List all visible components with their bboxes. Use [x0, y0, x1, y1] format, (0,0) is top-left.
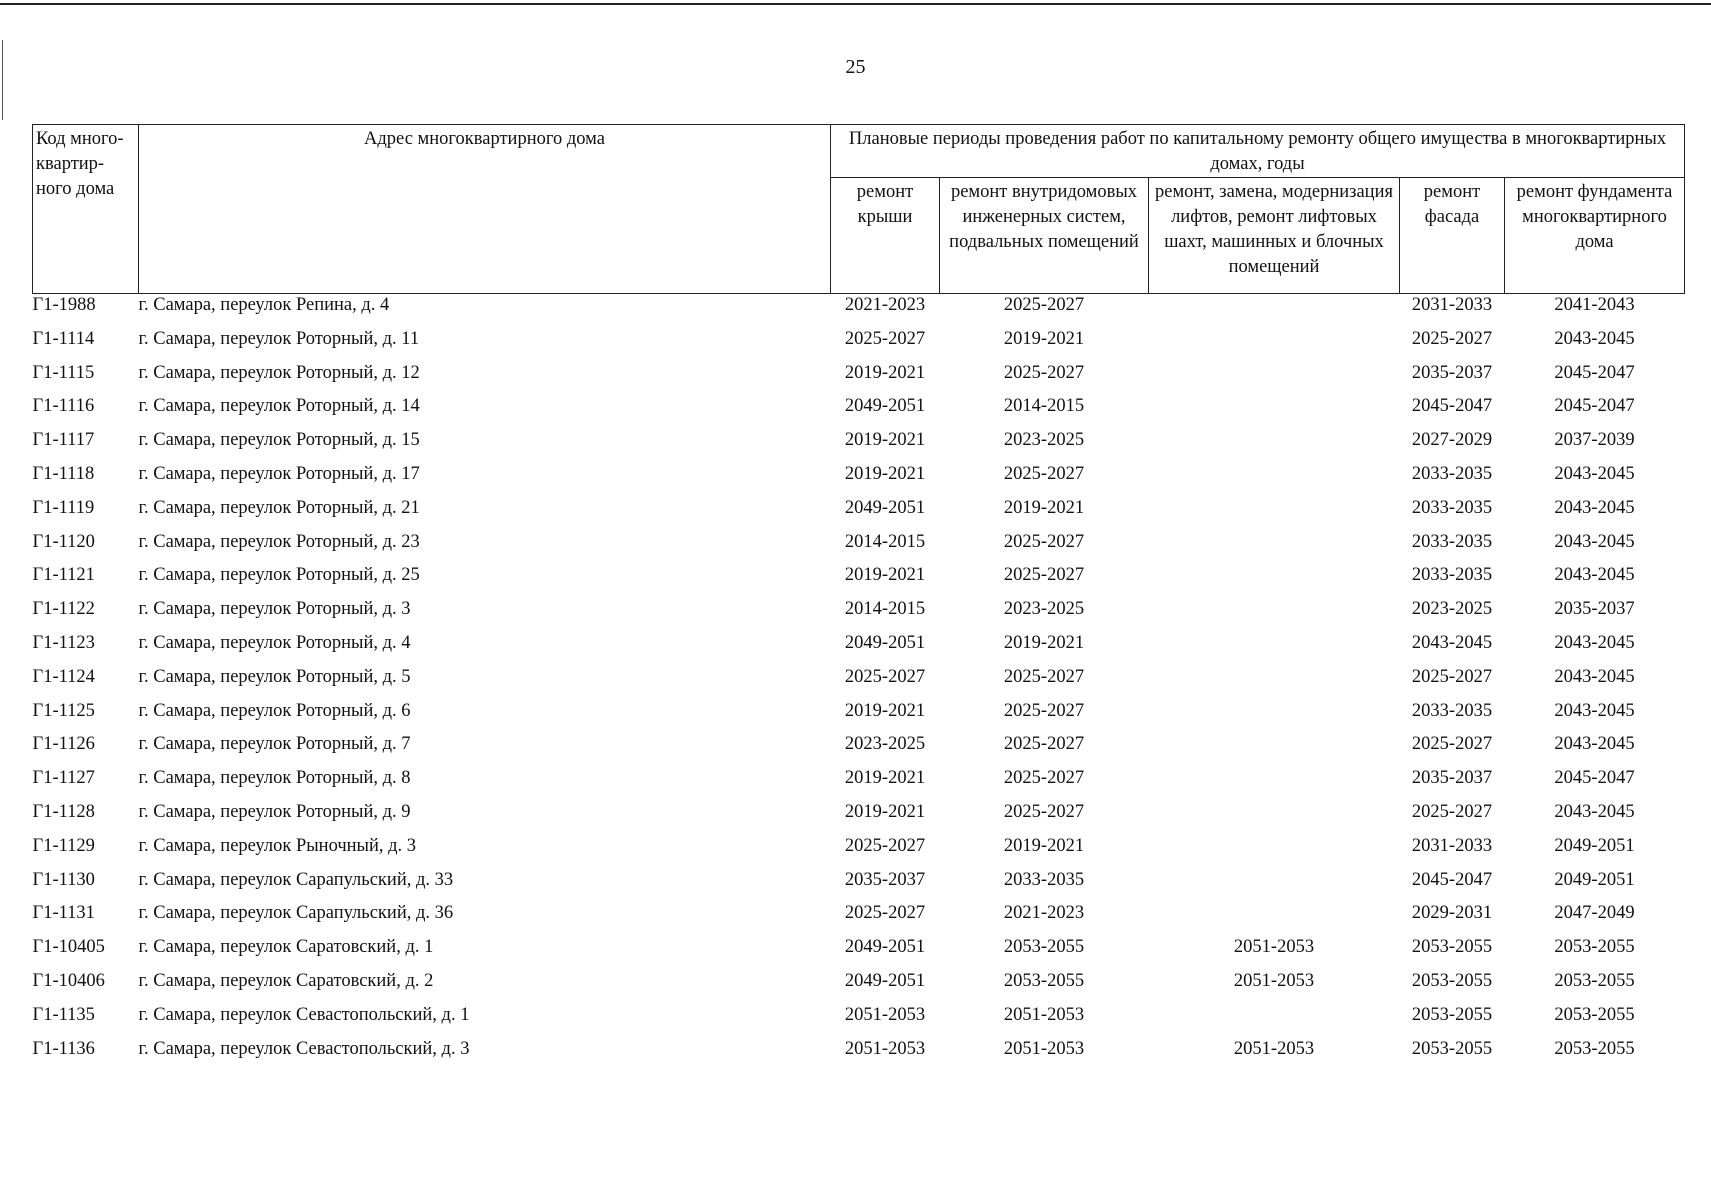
cell-address: г. Самара, переулок Роторный, д. 23	[138, 531, 420, 552]
cell-code: Г1-1118	[32, 463, 95, 484]
cell-facade: 2031-2033	[1411, 295, 1493, 315]
cell-engineering: 2019-2021	[1003, 497, 1085, 518]
cell-engineering: 2025-2027	[1003, 768, 1085, 789]
cell-lifts	[1149, 598, 1400, 632]
cell-address: г. Самара, переулок Репина, д. 4	[138, 295, 390, 315]
cell-address: г. Самара, переулок Саратовский, д. 2	[138, 970, 434, 991]
cell-foundation: 2049-2051	[1554, 869, 1635, 890]
table-row	[33, 531, 1685, 565]
cell-roof: 2049-2051	[844, 937, 926, 958]
cell-foundation: 2049-2051	[1554, 835, 1635, 856]
cell-address: г. Самара, переулок Роторный, д. 8	[138, 768, 411, 789]
cell-facade: 2025-2027	[1411, 328, 1493, 349]
cell-facade: 2033-2035	[1411, 531, 1493, 552]
table-row	[33, 970, 1685, 1004]
table-row	[33, 733, 1685, 767]
cell-engineering: 2023-2025	[1003, 430, 1085, 451]
cell-code: Г1-1117	[32, 430, 95, 451]
cell-facade: 2025-2027	[1411, 734, 1493, 755]
cell-code: Г1-1128	[32, 801, 95, 822]
table-row	[33, 598, 1685, 632]
cell-facade: 2033-2035	[1411, 565, 1493, 586]
cell-roof: 2019-2021	[844, 463, 926, 484]
cell-address: г. Самара, переулок Роторный, д. 4	[138, 632, 411, 653]
cell-code: Г1-1115	[32, 362, 95, 383]
cell-roof: 2021-2023	[844, 295, 926, 315]
cell-address: г. Самара, переулок Сарапульский, д. 33	[138, 869, 454, 890]
cell-engineering: 2025-2027	[1003, 801, 1085, 822]
cell-lifts	[1149, 328, 1400, 362]
table-row	[33, 1038, 1685, 1072]
cell-foundation: 2043-2045	[1554, 328, 1635, 349]
cell-code: Г1-1124	[32, 666, 95, 687]
cell-code: Г1-1126	[32, 734, 95, 755]
cell-engineering: 2025-2027	[1003, 531, 1085, 552]
cell-address: г. Самара, переулок Севастопольский, д. 3	[138, 1038, 470, 1059]
cell-lifts: 2051-2053	[1233, 937, 1315, 958]
cell-foundation: 2035-2037	[1554, 599, 1635, 620]
cell-roof: 2051-2053	[844, 1004, 926, 1025]
cell-lifts	[1149, 1004, 1400, 1038]
cell-address: г. Самара, переулок Роторный, д. 5	[138, 666, 411, 687]
cell-code: Г1-1121	[32, 565, 95, 586]
cell-facade: 2053-2055	[1411, 937, 1493, 958]
cell-code: Г1-1114	[32, 328, 95, 349]
cell-foundation: 2047-2049	[1554, 903, 1635, 924]
cell-foundation: 2037-2039	[1554, 430, 1635, 451]
cell-roof: 2049-2051	[844, 970, 926, 991]
cell-lifts	[1149, 666, 1400, 700]
top-border-line	[0, 3, 1711, 5]
cell-foundation: 2043-2045	[1554, 801, 1635, 822]
table-row	[33, 902, 1685, 936]
cell-facade: 2053-2055	[1411, 1004, 1493, 1025]
cell-code: Г1-1122	[32, 599, 95, 620]
cell-roof: 2025-2027	[844, 903, 926, 924]
table-row	[33, 395, 1685, 429]
table-body	[33, 294, 1685, 1072]
table-row	[33, 1004, 1685, 1038]
header-address: Адрес многоквартирного дома	[139, 125, 831, 294]
header-engineering: ремонт внутридомовых инженерных систем, подвальных помещений	[940, 178, 1149, 294]
cell-engineering: 2025-2027	[1003, 295, 1085, 315]
cell-engineering: 2014-2015	[1003, 396, 1085, 417]
cell-lifts	[1149, 835, 1400, 869]
header-foundation: ремонт фундамента многоквартирного дома	[1505, 178, 1685, 294]
header-code: Код много-квартир-ного дома	[33, 125, 139, 294]
cell-roof: 2049-2051	[844, 632, 926, 653]
cell-address: г. Самара, переулок Саратовский, д. 1	[138, 937, 434, 958]
cell-roof: 2019-2021	[844, 362, 926, 383]
cell-roof: 2014-2015	[844, 531, 926, 552]
cell-address: г. Самара, переулок Роторный, д. 14	[138, 396, 420, 417]
cell-engineering: 2051-2053	[1003, 1038, 1085, 1059]
cell-foundation: 2045-2047	[1554, 362, 1635, 383]
cell-facade: 2035-2037	[1411, 768, 1493, 789]
cell-lifts	[1149, 497, 1400, 531]
table-row	[33, 429, 1685, 463]
cell-code: Г1-1131	[32, 903, 95, 924]
table-row	[33, 497, 1685, 531]
cell-engineering: 2025-2027	[1003, 463, 1085, 484]
cell-facade: 2025-2027	[1411, 666, 1493, 687]
table-header	[33, 125, 1685, 294]
table-row	[33, 700, 1685, 734]
cell-code: Г1-1120	[32, 531, 95, 552]
cell-lifts	[1149, 294, 1400, 328]
cell-facade: 2045-2047	[1411, 396, 1493, 417]
header-lifts: ремонт, замена, модернизация лифтов, ремонт лифтовых шахт, машинных и блочных помещений	[1149, 178, 1400, 294]
cell-lifts	[1149, 902, 1400, 936]
cell-lifts	[1149, 531, 1400, 565]
cell-foundation: 2043-2045	[1554, 666, 1635, 687]
cell-engineering: 2025-2027	[1003, 362, 1085, 383]
cell-foundation: 2045-2047	[1554, 396, 1635, 417]
cell-address: г. Самара, переулок Роторный, д. 6	[138, 700, 411, 721]
capital-repair-table	[32, 124, 1685, 1071]
cell-roof: 2025-2027	[844, 835, 926, 856]
cell-lifts: 2051-2053	[1233, 1038, 1315, 1059]
cell-address: г. Самара, переулок Роторный, д. 12	[138, 362, 420, 383]
cell-code: Г1-1125	[32, 700, 95, 721]
cell-address: г. Самара, переулок Роторный, д. 21	[138, 497, 420, 518]
cell-lifts	[1149, 700, 1400, 734]
table-row	[33, 294, 1685, 328]
cell-roof: 2019-2021	[844, 565, 926, 586]
cell-facade: 2025-2027	[1411, 801, 1493, 822]
cell-engineering: 2025-2027	[1003, 734, 1085, 755]
cell-facade: 2031-2033	[1411, 835, 1493, 856]
cell-foundation: 2045-2047	[1554, 768, 1635, 789]
cell-code: Г1-1127	[32, 768, 95, 789]
table-row	[33, 936, 1685, 970]
cell-facade: 2029-2031	[1411, 903, 1493, 924]
cell-code: Г1-1136	[32, 1038, 95, 1059]
cell-foundation: 2043-2045	[1554, 531, 1635, 552]
cell-foundation: 2053-2055	[1554, 1038, 1635, 1059]
cell-roof: 2049-2051	[844, 396, 926, 417]
table-row	[33, 801, 1685, 835]
cell-lifts	[1149, 801, 1400, 835]
cell-roof: 2019-2021	[844, 768, 926, 789]
cell-facade: 2053-2055	[1411, 1038, 1493, 1059]
cell-engineering: 2021-2023	[1003, 903, 1085, 924]
cell-roof: 2049-2051	[844, 497, 926, 518]
cell-address: г. Самара, переулок Сарапульский, д. 36	[138, 903, 454, 924]
cell-lifts	[1149, 463, 1400, 497]
cell-facade: 2033-2035	[1411, 463, 1493, 484]
table-row	[33, 463, 1685, 497]
cell-roof: 2051-2053	[844, 1038, 926, 1059]
table-row	[33, 666, 1685, 700]
cell-address: г. Самара, переулок Роторный, д. 9	[138, 801, 411, 822]
cell-facade: 2045-2047	[1411, 869, 1493, 890]
cell-foundation: 2043-2045	[1554, 497, 1635, 518]
cell-address: г. Самара, переулок Роторный, д. 7	[138, 734, 411, 755]
cell-facade: 2027-2029	[1411, 430, 1493, 451]
cell-lifts	[1149, 395, 1400, 429]
table-row	[33, 632, 1685, 666]
cell-code: Г1-1116	[32, 396, 95, 417]
cell-code: Г1-1130	[32, 869, 95, 890]
cell-roof: 2025-2027	[844, 666, 926, 687]
cell-roof: 2025-2027	[844, 328, 926, 349]
cell-code: Г1-1135	[32, 1004, 95, 1025]
page-number: 25	[845, 56, 866, 78]
cell-code: Г1-1119	[32, 497, 95, 518]
header-roof: ремонт крыши	[831, 178, 940, 294]
cell-foundation: 2053-2055	[1554, 937, 1635, 958]
cell-engineering: 2019-2021	[1003, 632, 1085, 653]
left-edge-line	[2, 40, 3, 120]
cell-engineering: 2025-2027	[1003, 565, 1085, 586]
cell-engineering: 2019-2021	[1003, 835, 1085, 856]
table-row	[33, 362, 1685, 396]
cell-address: г. Самара, переулок Роторный, д. 17	[138, 463, 420, 484]
cell-engineering: 2053-2055	[1003, 937, 1085, 958]
cell-engineering: 2025-2027	[1003, 666, 1085, 687]
cell-lifts	[1149, 767, 1400, 801]
cell-roof: 2019-2021	[844, 700, 926, 721]
cell-code: Г1-10406	[32, 970, 105, 991]
cell-address: г. Самара, переулок Севастопольский, д. 1	[138, 1004, 470, 1025]
cell-foundation: 2043-2045	[1554, 565, 1635, 586]
cell-foundation: 2043-2045	[1554, 734, 1635, 755]
cell-roof: 2019-2021	[844, 430, 926, 451]
table-row	[33, 564, 1685, 598]
cell-engineering: 2025-2027	[1003, 700, 1085, 721]
cell-facade: 2053-2055	[1411, 970, 1493, 991]
cell-address: г. Самара, переулок Роторный, д. 11	[138, 328, 420, 349]
cell-facade: 2033-2035	[1411, 700, 1493, 721]
table-row	[33, 869, 1685, 903]
cell-foundation: 2053-2055	[1554, 970, 1635, 991]
table-row	[33, 835, 1685, 869]
header-facade: ремонт фасада	[1400, 178, 1505, 294]
cell-engineering: 2033-2035	[1003, 869, 1085, 890]
cell-engineering: 2019-2021	[1003, 328, 1085, 349]
cell-engineering: 2023-2025	[1003, 599, 1085, 620]
cell-address: г. Самара, переулок Роторный, д. 15	[138, 430, 420, 451]
cell-roof: 2023-2025	[844, 734, 926, 755]
cell-lifts	[1149, 564, 1400, 598]
cell-engineering: 2051-2053	[1003, 1004, 1085, 1025]
cell-address: г. Самара, переулок Рыночный, д. 3	[138, 835, 417, 856]
cell-code: Г1-10405	[32, 937, 105, 958]
cell-foundation: 2043-2045	[1554, 700, 1635, 721]
table-row	[33, 328, 1685, 362]
cell-lifts	[1149, 632, 1400, 666]
cell-foundation: 2043-2045	[1554, 463, 1635, 484]
cell-code: Г1-1988	[32, 295, 96, 315]
cell-code: Г1-1123	[32, 632, 95, 653]
cell-engineering: 2053-2055	[1003, 970, 1085, 991]
cell-foundation: 2043-2045	[1554, 632, 1635, 653]
cell-address: г. Самара, переулок Роторный, д. 3	[138, 599, 411, 620]
header-row-top	[33, 125, 1685, 178]
cell-foundation: 2041-2043	[1554, 295, 1635, 315]
cell-roof: 2035-2037	[844, 869, 926, 890]
cell-lifts	[1149, 362, 1400, 396]
cell-facade: 2023-2025	[1411, 599, 1493, 620]
cell-roof: 2019-2021	[844, 801, 926, 822]
table-row	[33, 767, 1685, 801]
cell-lifts	[1149, 733, 1400, 767]
cell-code: Г1-1129	[32, 835, 95, 856]
cell-lifts	[1149, 429, 1400, 463]
cell-facade: 2033-2035	[1411, 497, 1493, 518]
cell-facade: 2043-2045	[1411, 632, 1493, 653]
cell-facade: 2035-2037	[1411, 362, 1493, 383]
cell-address: г. Самара, переулок Роторный, д. 25	[138, 565, 420, 586]
cell-foundation: 2053-2055	[1554, 1004, 1635, 1025]
header-periods-group: Плановые периоды проведения работ по капитальному ремонту общего имущества в многоквартирных домах, годы	[831, 125, 1685, 178]
cell-lifts: 2051-2053	[1233, 970, 1315, 991]
cell-lifts	[1149, 869, 1400, 903]
cell-roof: 2014-2015	[844, 599, 926, 620]
